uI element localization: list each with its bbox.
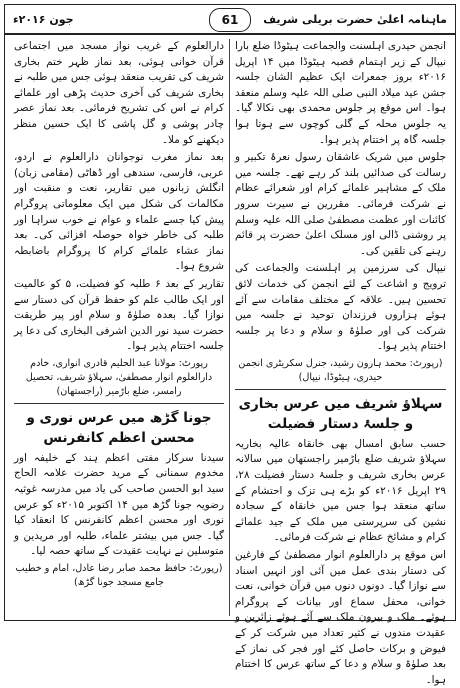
paragraph: حسب سابق امسال بھی خانقاہ عالیہ بخاریہ سہلاؤ شریف ضلع باڑمیر راجستھان میں سالانہ عرس بخاری شریف و جلسۂ دستار فضیلت ۲۸، ۲۹ اپریل ۲۰۱۶ء کو بڑے ہی تزک و احتشام کے ساتھ منعقد ہوا جس میں خانقاہ کے سجادہ نشین کی سرپرستی میں ملک کے جید علمائے کرام و مشائخ عظام نے شرکت فرمائی۔ [235, 437, 446, 544]
issue-date: جون ۲۰۱۶ء [13, 12, 74, 26]
report-credit: (رپورٹ: حافظ محمد صابر رضا عادل، امام و خطیب جامع مسجد جونا گڑھ) [15, 563, 223, 589]
article-columns [9, 39, 451, 686]
magazine-page [4, 4, 456, 686]
paragraph: سیدنا سرکار مفتی اعظم ہند کے خلیفہ اور مخدوم سمنانی کے مرید حضرت علامہ الحاج سید ابو الحسن صاحب کی یاد میں مدرسہ غوثیہ رضویہ جونا گڑھ میں ۱۴ اکتوبر ۲۰۱۵ء کو عرس نوری اور محسن اعظم کانفرنس کا انعقاد کیا گیا۔ جس میں بیشتر علماء، طلبہ اور مریدین و متوسلین نے نہایت عقیدت کے ساتھ حصہ لیا۔ [14, 451, 224, 558]
article-heading: جونا گڑھ میں عرس نوری و محسن اعظم کانفرنس [26, 409, 212, 446]
paragraph: اس موقع پر دارالعلوم انوار مصطفیٰ کے فارغین کی دستار بندی عمل میں آئی اور انہیں اسناد سے نوازا گیا۔ دونوں دنوں میں قرآن خوانی، نعت خوانی، محفل سماع اور بیانات کے پروگرام ہوئے۔ ملک و بیرون ملک سے آئے ہوئے زائرین و عقیدت مندوں نے کثیر تعداد میں شرکت کر کے فیوض و برکات حاصل کئے اور فجر کی نماز کے بعد صلوٰۃ و سلام و دعا کے ساتھ عرس کا اختتام ہوا۔ [235, 549, 446, 686]
report-credit: رپورٹ: مولانا عبد الحلیم قادری انواری، خادم دارالعلوم انوار مصطفیٰ، سہلاؤ شریف، تحصیل رامسر، ضلع باڑمیر (راجستھان) [25, 357, 213, 397]
magazine-title: ماہنامہ اعلیٰ حضرت بریلی شریف [263, 12, 447, 26]
right-column [230, 39, 451, 686]
divider [235, 389, 446, 390]
paragraph: دارالعلوم کے غریب نواز مسجد میں اجتماعی قرآن خوانی ہوئی، بعد نماز ظہر ختم بخاری شریف کی تقریب منعقد ہوئی جس میں طلبہ نے بخاری شریف کی آخری حدیث پڑھی اور علمائے کرام نے اس کی تشریح فرمائی۔ بعد نماز عصر چادر پوشی و گل پاشی کا ایک حسین منظر دیکھنے کو ملا۔ [14, 40, 224, 146]
article-heading: سہلاؤ شریف میں عرس بخاری و جلسۂ دستار فضیلت [238, 395, 443, 432]
paragraph: جلوس میں شریک عاشقان رسول نعرۂ تکبیر و رسالت کی صدائیں بلند کر رہے تھے۔ جلسہ میں ملک کے مشاہیر علمائے کرام اور شعرائے عظام نے شرکت فرمائی۔ مقررین نے سیرت سرور کائنات اور عظمت مصطفیٰ صلی اللہ علیہ وسلم پر روشنی ڈالی اور مسلک اعلیٰ حضرت پر قائم رہنے کی تلقین کی۔ [235, 151, 446, 257]
divider [14, 403, 224, 404]
paragraph: انجمن حیدری اہلسنت والجماعت ہیٹوڈا ضلع بارا نیپال کے زیر اہتمام قصبہ ہیٹوڈا میں ۱۴ اپریل ۲۰۱۶ء بروز جمعرات ایک عظیم الشان جلسہ جشن عید میلاد النبی صلی اللہ علیہ وسلم منعقد ہوا۔ اس موقع پر جلوس محمدی بھی نکالا گیا۔ یہ جلوس محلہ کے گلی کوچوں سے ہوتا ہوا جلسہ گاہ پر اختتام پذیر ہوا۔ [235, 40, 447, 146]
paragraph: نیپال کی سرزمین پر اہلسنت والجماعت کی ترویج و اشاعت کے لئے انجمن کی خدمات لائق تحسین ہیں۔ علاقہ کے مختلف مقامات سے آئے ہوئے ہزاروں فرزندان توحید نے جلسہ میں شرکت کی اور صلوٰۃ و سلام و دعا پر جلسہ اختتام پذیر ہوا۔ [235, 262, 446, 353]
left-column [9, 39, 230, 616]
report-credit: (رپورٹ: محمد ہارون رشید، جنرل سکریٹری انجمن حیدری، ہیٹوڈا، نیپال) [238, 357, 443, 383]
paragraph: تقاریر کے بعد ۶ طلبہ کو فضیلت، ۵ کو عالمیت اور ایک طالب علم کو حفظ قرآن کی دستار سے نوازا گیا۔ بعدہ صلوٰۃ و سلام اور پیر طریقت حضرت سید نور الدین اشرفی البخاری کی دعا پر جلسہ اختتام پذیر ہوا۔ [14, 277, 224, 353]
paragraph: بعد نماز مغرب نوجوانان دارالعلوم نے اردو، عربی، فارسی، سندھی اور ڈھاٹی (مقامی زبان) انگلش زبانوں میں تقاریر، نعت و منقبت اور مکالمات کی شکل میں ایک معلوماتی پروگرام پیش کیا جسے علماء و عوام نے خوب سراہا اور طلبہ کی خاطر خواہ حوصلہ افزائی کی۔ بعد نماز عشاء علمائے کرام کا پروگرام باضابطہ شروع ہوا۔ [14, 151, 224, 273]
page-header [5, 5, 455, 35]
page-number: 61 [209, 8, 251, 32]
